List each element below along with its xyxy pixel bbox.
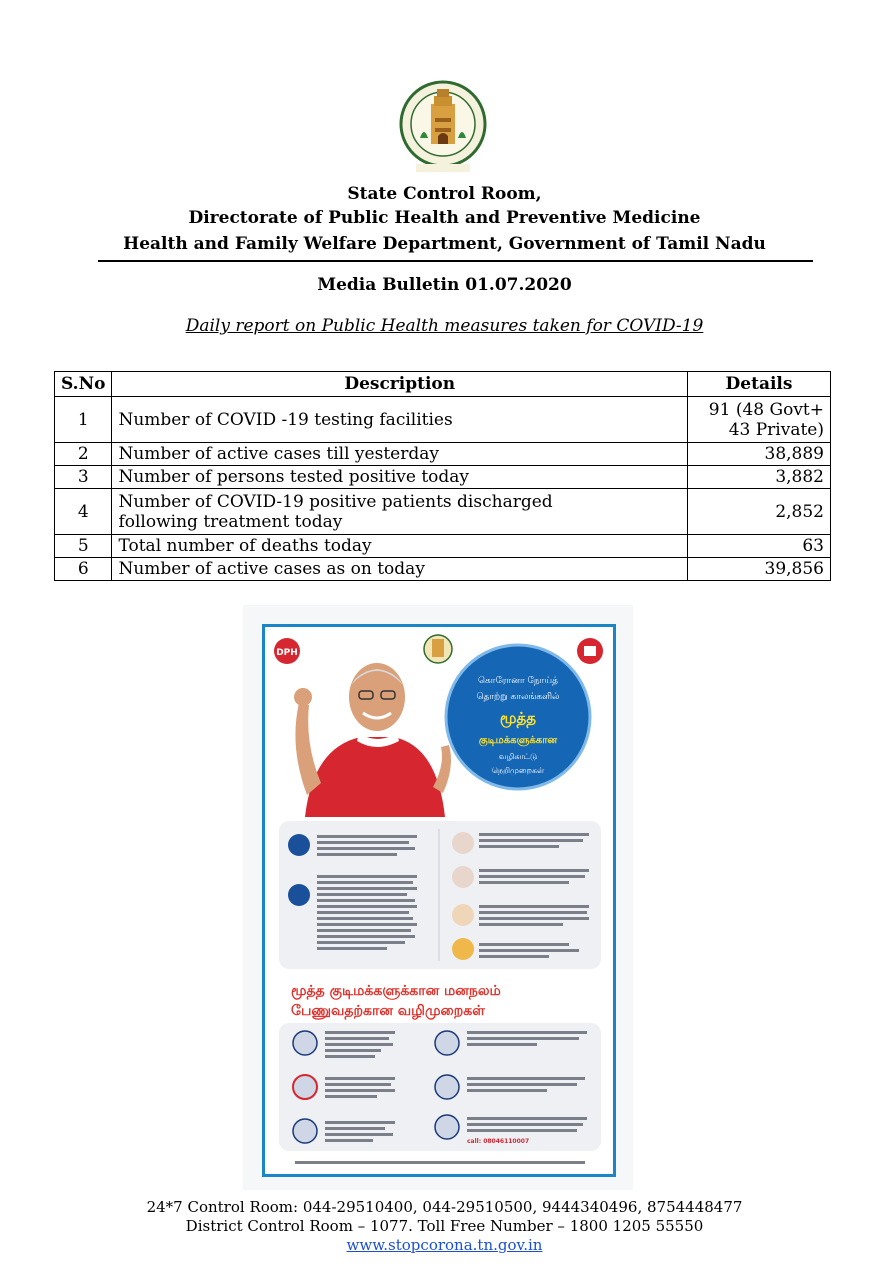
guideline-icon: [452, 832, 474, 854]
row-description: Number of active cases as on today: [112, 558, 688, 581]
guideline-icon: [435, 1075, 459, 1099]
row-description: Total number of deaths today: [112, 535, 688, 558]
header-directorate: Directorate of Public Health and Preventive Medicine: [188, 208, 701, 228]
row-sno: 4: [55, 489, 112, 535]
government-emblem-logo: [398, 78, 488, 174]
row-description-line1: Number of COVID-19 positive patients discharged: [118, 491, 553, 512]
table-row: [55, 397, 831, 443]
report-title: Daily report on Public Health measures taken for COVID-19: [185, 316, 704, 336]
footer-website-link[interactable]: www.stopcorona.tn.gov.in: [346, 1236, 543, 1254]
header-divider: [98, 260, 813, 262]
guideline-icon: [293, 1031, 317, 1055]
footer-control-room-numbers: 24*7 Control Room: 044-29510400, 044-29510500, 9444340496, 8754448477: [146, 1198, 743, 1216]
guideline-icon: [293, 1075, 317, 1099]
guideline-icon: [452, 938, 474, 960]
guideline-icon: [435, 1115, 459, 1139]
table-row: [55, 558, 831, 581]
table-row: [55, 535, 831, 558]
red-shirt-figure: [305, 737, 445, 817]
guideline-icon: [452, 866, 474, 888]
svg-text:மூத்த குடிமக்களுக்கான மனநலம்: மூத்த குடிமக்களுக்கான மனநலம்: [291, 983, 501, 999]
column-header-sno: S.No: [55, 372, 112, 397]
row-sno: 3: [55, 466, 112, 489]
row-description: Number of persons tested positive today: [112, 466, 688, 489]
svg-text:நெறிமுறைகள்: நெறிமுறைகள்: [491, 766, 545, 775]
svg-text:தொற்று காலங்களில்: தொற்று காலங்களில்: [476, 692, 560, 702]
row-description: Number of active cases till yesterday: [112, 443, 688, 466]
row-details-line1: 91 (48 Govt+: [708, 399, 824, 420]
header-department: Health and Family Welfare Department, Government of Tamil Nadu: [123, 234, 766, 254]
row-details: 39,856: [688, 558, 831, 581]
row-details: 63: [688, 535, 831, 558]
row-details: 38,889: [688, 443, 831, 466]
man-face: [349, 663, 405, 731]
column-header-details: Details: [688, 372, 831, 397]
guideline-icon: [293, 1119, 317, 1143]
svg-text:வழிகாட்டு: வழிகாட்டு: [498, 752, 538, 761]
guideline-icon: [288, 884, 310, 906]
svg-text:பேணுவதற்கான வழிமுறைகள்: பேணுவதற்கான வழிமுறைகள்: [291, 1003, 485, 1019]
row-description: [112, 489, 688, 535]
footer-district-numbers: District Control Room – 1077. Toll Free Number – 1800 1205 55550: [185, 1217, 704, 1235]
guideline-icon: [288, 834, 310, 856]
row-sno: 1: [55, 397, 112, 443]
column-header-description: Description: [112, 372, 688, 397]
table-row: [55, 443, 831, 466]
row-sno: 5: [55, 535, 112, 558]
table-row: [55, 466, 831, 489]
row-details: [688, 397, 831, 443]
row-sno: 2: [55, 443, 112, 466]
row-description-line2: following treatment today: [118, 511, 343, 532]
row-sno: 6: [55, 558, 112, 581]
svg-text:குடிமக்களுக்கான: குடிமக்களுக்கான: [478, 735, 558, 746]
senior-citizen-guidelines-poster: [262, 624, 616, 1177]
dph-badge-text: DPH: [276, 648, 298, 658]
guideline-icon: [452, 904, 474, 926]
table-header-row: [55, 372, 831, 397]
row-details-line2: 43 Private): [728, 419, 824, 440]
row-details: 3,882: [688, 466, 831, 489]
row-details: 2,852: [688, 489, 831, 535]
svg-text:மூத்த: மூத்த: [499, 709, 537, 727]
header-state-control-room: State Control Room,: [347, 184, 542, 204]
svg-text:கொரோனா நோய்த்: கொரோனா நோய்த்: [478, 676, 558, 686]
table-row: [55, 489, 831, 535]
guideline-icon: [435, 1031, 459, 1055]
row-description: Number of COVID -19 testing facilities: [112, 397, 688, 443]
bulletin-title: Media Bulletin 01.07.2020: [317, 275, 572, 295]
svg-text:call: 08046110007: call: 08046110007: [467, 1138, 530, 1145]
report-table: [54, 371, 831, 581]
